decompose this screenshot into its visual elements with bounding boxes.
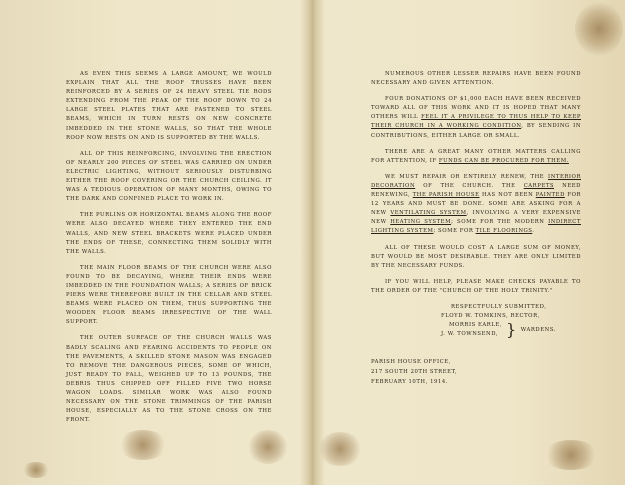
stain-mark — [575, 2, 623, 56]
text-run: THERE ARE A GREAT MANY OTHER MATTERS CALLING FOR ATTENTION, IF — [371, 148, 581, 164]
text-run: ; SOME FOR THE MODERN — [451, 219, 549, 226]
date-line: FEBRUARY 10TH, 1914. — [371, 379, 448, 386]
signature-block — [441, 303, 581, 339]
paragraph: THE OUTER SURFACE OF THE CHURCH WALLS WAS BADLY SCALING AND FEARING ACCIDENTS TO PEOPLE ON THE PAVEMENTS, A SKILLED STONE MASON WAS ENGAGED TO REMOVE THE DANGEROUS PIECES, SOME OF WHICH, JUST READY TO FALL, WEIGHED UP TO 13 POUNDS, THE DEBRIS THUS CHIPPED OFF FILLED FIVE TWO HORSE WAGON LOADS. SIMILAR WORK WAS ALSO FOUND NECESSARY ON THE STONE TRIMMINGS OF THE PARISH HOUSE, ESPECIALLY AS TO THE STONE CROSS ON THE FRONT. — [66, 335, 272, 424]
wardens-label: WARDENS. — [520, 326, 557, 333]
left-page — [0, 0, 311, 485]
brace-icon: } — [506, 320, 517, 340]
left-text-column — [66, 70, 272, 432]
text-run: FOUR DONATIONS OF $1,000 EACH HAVE BEEN RECEIVED TOWARD ALL OF THIS WORK AND IT IS HOPED THAT MANY OTHERS WILL — [371, 96, 581, 121]
paragraph: THE PURLINS OR HORIZONTAL BEAMS ALONG THE ROOF WERE ALSO DECAYED WHERE THEY ENTERED THE END WALLS, AND NEW STEEL BRACKETS WERE PLACED UNDER THE ENDS OF THESE, CONNECTING THEM SOLIDLY WITH THE WALLS. — [66, 212, 272, 255]
text-run: NEED RENEWING, — [371, 182, 581, 199]
underlined-text: FEEL IT A PRIVILEGE TO THUS HELP TO KEEP THEIR CHURCH IN A WORKING CONDITION — [371, 114, 581, 130]
paragraph: NUMEROUS OTHER LESSER REPAIRS HAVE BEEN FOUND NECESSARY AND GIVEN ATTENTION. — [371, 71, 581, 87]
underlined-text: THE PARISH HOUSE — [412, 192, 480, 199]
text-run: FOR 12 YEARS AND MUST BE DONE. SOME ARE ASKING FOR A NEW — [371, 192, 582, 217]
stain-mark — [543, 440, 599, 470]
stain-mark — [22, 462, 50, 478]
paragraph: IF YOU WILL HELP, PLEASE MAKE CHECKS PAYABLE TO THE ORDER OF THE "CHURCH OF THE HOLY TRINITY." — [371, 278, 581, 294]
paragraph — [371, 148, 581, 166]
underlined-text: INDIRECT LIGHTING SYSTEM — [371, 219, 581, 235]
stain-mark — [318, 432, 362, 466]
paragraph: THE MAIN FLOOR BEAMS OF THE CHURCH WERE ALSO FOUND TO BE DECAYING, WHERE THEIR ENDS WERE IMBEDDED IN THE FOUNDATION WALLS; A SERIES OF BRICK PIERS WERE THEREFORE BUILT IN THE CELLAR AND STEEL BEAMS WERE PLACED ON THEM, THUS SUPPORTING THE WOODEN FLOOR BEAMS IRRESPECTIVE OF THE WALL SUPPORT. — [66, 264, 272, 326]
paragraph — [371, 173, 581, 237]
wardens-names — [441, 321, 502, 339]
address-line: PARISH HOUSE OFFICE, — [371, 359, 451, 366]
signer-warden: MORRIS EARLE, — [449, 322, 503, 329]
wardens-group — [441, 321, 581, 339]
right-text-column — [371, 70, 581, 387]
right-page — [313, 0, 625, 485]
underlined-text: VENTILATING SYSTEM — [390, 210, 467, 217]
paragraph: ALL OF THESE WOULD COST A LARGE SUM OF MONEY, BUT WOULD BE MOST DESIRABLE. THEY ARE ONLY LIMITED BY THE NECESSARY FUNDS. — [371, 244, 581, 269]
text-run: . — [532, 228, 535, 235]
underlined-text: FUNDS CAN BE PROCURED FOR THEM. — [438, 157, 569, 164]
address-line: 217 SOUTH 20TH STREET, — [371, 369, 458, 376]
address-block — [371, 357, 581, 387]
paragraph — [371, 95, 581, 140]
text-run: OF THE CHURCH. THE — [415, 182, 524, 189]
underlined-text: PAINTED — [535, 192, 565, 199]
underlined-text: TILE FLOORINGS — [475, 228, 533, 235]
signer-rector: FLOYD W. TOMKINS, RECTOR, — [441, 313, 540, 320]
text-run: WE MUST REPAIR OR ENTIRELY RENEW, THE — [385, 173, 549, 180]
signer-warden: J. W. TOWNSEND, — [441, 331, 499, 338]
underlined-text: INTERIOR DECORATION — [371, 173, 581, 189]
text-run: HAS NOT BEEN — [479, 192, 536, 199]
text-run: ; SOME FOR — [433, 228, 476, 235]
paragraph: ALL OF THIS REINFORCING, INVOLVING THE ERECTION OF NEARLY 200 PIECES OF STEEL WAS CARRIED ON UNDER ELECTRIC LIGHTING, WITHOUT SERIOUSLY DISTURBING EITHER THE ROOF COVERING OR THE CHURCH CEILING. IT WAS A TEDIOUS OPERATION OF MANY MONTHS, OWING TO THE DARK AND CONFINED PLACE TO WORK IN. — [66, 150, 272, 203]
text-run: , BY SENDING IN CONTRIBUTIONS, EITHER LARGE OR SMALL. — [371, 123, 581, 139]
text-run: , INVOLVING A VERY EXPENSIVE NEW — [371, 210, 581, 226]
underlined-text: CARPETS — [523, 182, 555, 189]
paragraph: AS EVEN THIS SEEMS A LARGE AMOUNT, WE WOULD EXPLAIN THAT ALL THE ROOF TRUSSES HAVE BEEN REINFORCED BY A SERIES OF 24 HEAVY STEEL TIE RODS EXTENDING FROM THE PEAK OF THE ROOF DOWN TO 24 LARGE STEEL PLATES THAT ARE FASTENED TO STEEL BEAMS, WHICH IN TURN RESTS ON NEW CONCRETE IMBEDDED IN THE STONE WALLS, SO THAT THE WHOLE ROOF NOW RESTS ON AND IS SUPPORTED BY THE WALLS. — [66, 71, 272, 141]
underlined-text: HEATING SYSTEM — [390, 219, 452, 226]
closing-line: RESPECTFULLY SUBMITTED, — [451, 303, 547, 310]
stain-mark — [248, 430, 288, 464]
stain-mark — [118, 430, 168, 460]
